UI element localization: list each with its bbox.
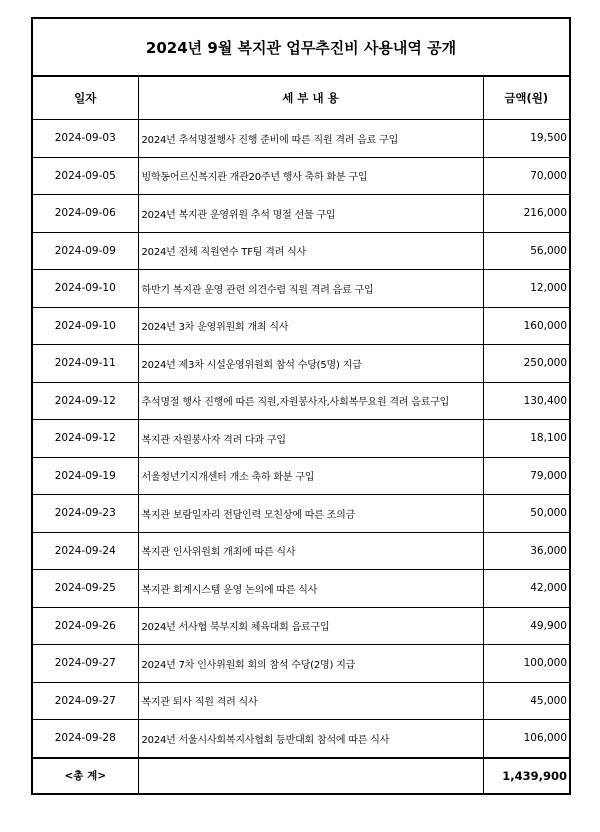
amount-cell: 36,000 [483,532,570,570]
amount-cell: 100,000 [483,645,570,683]
header-row [32,76,570,120]
date-cell: 2024-09-19 [32,457,138,495]
date-cell: 2024-09-27 [32,682,138,720]
table-row [32,607,570,645]
date-cell: 2024-09-09 [32,232,138,270]
amount-cell: 250,000 [483,345,570,383]
table-row [32,157,570,195]
date-cell: 2024-09-23 [32,495,138,533]
date-cell: 2024-09-28 [32,720,138,758]
total-label: <총 계> [32,758,138,794]
description-cell: 2024년 7차 인사위원회 회의 참석 수당(2명) 지급 [138,645,483,683]
description-cell: 2024년 3차 운영위원회 개최 식사 [138,307,483,345]
amount-cell: 19,500 [483,120,570,158]
description-cell: 복지관 인사위원회 개최에 따른 식사 [138,532,483,570]
amount-cell: 45,000 [483,682,570,720]
description-cell: 2024년 서사협 북부지회 체육대회 음료구입 [138,607,483,645]
date-cell: 2024-09-27 [32,645,138,683]
description-cell: 2024년 전체 직원연수 TF팀 격려 식사 [138,232,483,270]
date-cell: 2024-09-12 [32,420,138,458]
description-cell: 빙학동어르신복지관 개관20주년 행사 축하 화분 구입 [138,157,483,195]
description-cell: 복지관 회계시스템 운영 논의에 따른 식사 [138,570,483,608]
description-cell: 2024년 제3차 시설운영위원회 참석 수당(5명) 지급 [138,345,483,383]
amount-cell: 216,000 [483,195,570,233]
description-cell: 2024년 복지관 운영위원 추석 명절 선물 구입 [138,195,483,233]
date-cell: 2024-09-25 [32,570,138,608]
date-cell: 2024-09-10 [32,270,138,308]
amount-cell: 42,000 [483,570,570,608]
total-empty-cell [138,758,483,794]
table-row [32,570,570,608]
date-cell: 2024-09-03 [32,120,138,158]
title-row [32,18,570,76]
amount-cell: 56,000 [483,232,570,270]
total-row [32,758,570,794]
table-row [32,720,570,758]
date-column-header: 일자 [32,76,138,120]
amount-cell: 18,100 [483,420,570,458]
amount-cell: 50,000 [483,495,570,533]
table-row [32,645,570,683]
table-body [32,120,570,758]
date-cell: 2024-09-26 [32,607,138,645]
amount-cell: 70,000 [483,157,570,195]
table-row [32,457,570,495]
table-row [32,270,570,308]
description-cell: 2024년 추석명절행사 진행 준비에 따른 직원 격려 음료 구입 [138,120,483,158]
amount-cell: 106,000 [483,720,570,758]
amount-cell: 130,400 [483,382,570,420]
amount-cell: 160,000 [483,307,570,345]
table-row [32,120,570,158]
description-cell: 2024년 서울시사회복지사협회 등반대회 참석에 따른 식사 [138,720,483,758]
amount-cell: 49,900 [483,607,570,645]
date-cell: 2024-09-10 [32,307,138,345]
table-row [32,382,570,420]
amount-cell: 12,000 [483,270,570,308]
description-cell: 복지관 자원봉사자 격려 다과 구입 [138,420,483,458]
description-cell: 복지관 퇴사 직원 격려 식사 [138,682,483,720]
table-row [32,532,570,570]
table-row [32,307,570,345]
description-cell: 서울청년기지개센터 개소 축하 화분 구입 [138,457,483,495]
page-title: 2024년 9월 복지관 업무추진비 사용내역 공개 [32,18,570,76]
date-cell: 2024-09-06 [32,195,138,233]
amount-cell: 79,000 [483,457,570,495]
date-cell: 2024-09-05 [32,157,138,195]
table-row [32,420,570,458]
description-cell: 추석명절 행사 진행에 따른 직원,자원봉사자,사회복무요원 격려 음료구입 [138,382,483,420]
description-cell: 하반기 복지관 운영 관련 의견수렴 직원 격려 음료 구입 [138,270,483,308]
expense-table [31,17,571,795]
date-cell: 2024-09-12 [32,382,138,420]
description-column-header: 세 부 내 용 [138,76,483,120]
description-cell: 복지관 보람일자리 전담인력 모친상에 따른 조의금 [138,495,483,533]
table-row [32,195,570,233]
date-cell: 2024-09-24 [32,532,138,570]
amount-column-header: 금액(원) [483,76,570,120]
table-row [32,345,570,383]
total-amount: 1,439,900 [483,758,570,794]
table-row [32,232,570,270]
table-row [32,682,570,720]
table-row [32,495,570,533]
date-cell: 2024-09-11 [32,345,138,383]
